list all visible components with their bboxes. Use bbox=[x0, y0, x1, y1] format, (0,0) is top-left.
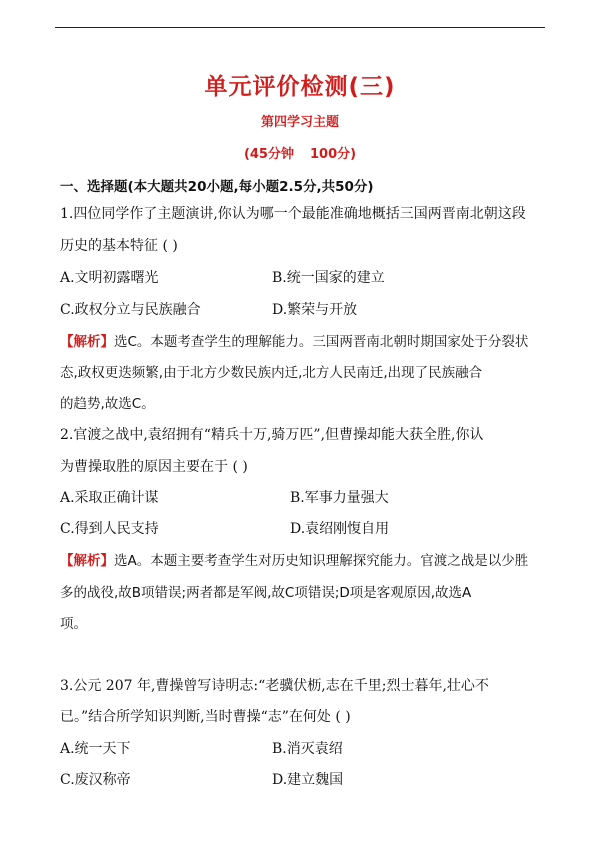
question-2-option-c: C.得到人民支持 bbox=[60, 521, 159, 537]
question-3-line-2: 已。”结合所学知识判断,当时曹操“志”在何处 ( ) bbox=[60, 709, 351, 725]
question-1-option-b: B.统一国家的建立 bbox=[272, 270, 385, 286]
question-1-explanation-line-2: 态,政权更迭频繁,由于北方少数民族内迁,北方人民南迁,出现了民族融合 bbox=[60, 365, 483, 381]
question-1-explanation-line-3: 的趋势,故选C。 bbox=[60, 396, 155, 412]
explanation-tag: 【解析】 bbox=[60, 553, 114, 569]
question-1-option-a: A.文明初露曙光 bbox=[60, 270, 159, 286]
question-3-option-d: D.建立魏国 bbox=[272, 772, 344, 788]
question-2-line-2: 为曹操取胜的原因主要在于 ( ) bbox=[60, 459, 248, 475]
explanation-tag: 【解析】 bbox=[60, 334, 114, 350]
question-3-line-1: 3.公元 207 年,曹操曾写诗明志:“老骥伏枥,志在千里;烈士暮年,壮心不 bbox=[60, 678, 489, 694]
question-2-explanation-line-3: 项。 bbox=[60, 616, 87, 632]
question-1-option-c: C.政权分立与民族融合 bbox=[60, 302, 201, 318]
exam-time: (45分钟 bbox=[243, 147, 294, 162]
page-title: 单元评价检测(三) bbox=[204, 74, 396, 100]
question-3-option-b: B.消灭袁绍 bbox=[272, 741, 343, 757]
question-2-line-1: 2.官渡之战中,袁绍拥有“精兵十万,骑万匹”,但曹操却能大获全胜,你认 bbox=[60, 427, 484, 443]
question-1-option-d: D.繁荣与开放 bbox=[272, 302, 358, 318]
question-1-explanation-line-1: 【解析】选C。本题考查学生的理解能力。三国两晋南北朝时期国家处于分裂状 bbox=[60, 334, 529, 350]
page-subtitle: 第四学习主题 bbox=[260, 115, 339, 130]
exam-time-score bbox=[0, 143, 600, 162]
question-1-line-2: 历史的基本特征 ( ) bbox=[60, 238, 178, 254]
question-3-option-c: C.废汉称帝 bbox=[60, 772, 131, 788]
top-rule bbox=[55, 27, 545, 28]
question-2-explanation-line-1: 【解析】选A。本题主要考查学生对历史知识理解探究能力。官渡之战是以少胜 bbox=[60, 553, 529, 569]
section-heading: 一、选择题(本大题共20小题,每小题2.5分,共50分) bbox=[60, 179, 374, 195]
question-1-line-1: 1.四位同学作了主题演讲,你认为哪一个最能准确地概括三国两晋南北朝这段 bbox=[60, 206, 526, 222]
question-2-option-d: D.袁绍刚愎自用 bbox=[290, 521, 390, 537]
question-3-option-a: A.统一天下 bbox=[60, 741, 131, 757]
question-2-option-b: B.军事力量强大 bbox=[290, 490, 389, 506]
question-2-option-a: A.采取正确计谋 bbox=[60, 490, 159, 506]
question-2-explanation-line-2: 多的战役,故B项错误;两者都是军阀,故C项错误;D项是客观原因,故选A bbox=[60, 585, 472, 601]
exam-score: 100分) bbox=[309, 147, 357, 162]
